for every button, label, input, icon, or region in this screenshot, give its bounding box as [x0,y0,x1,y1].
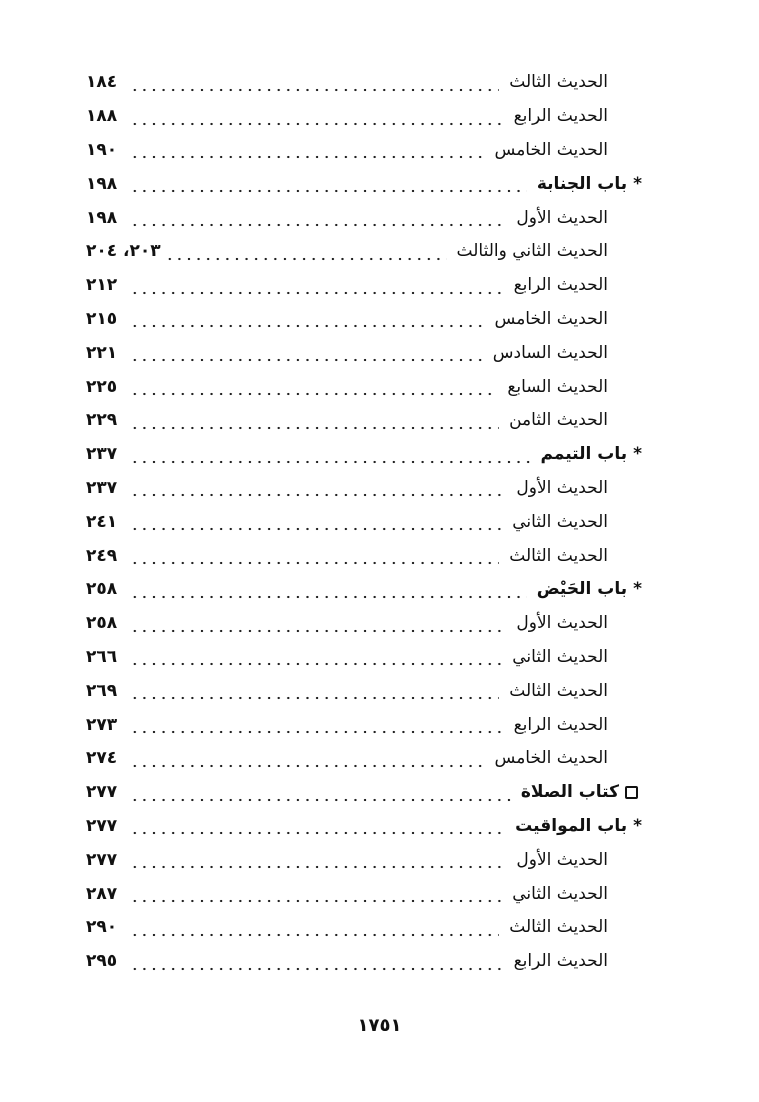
toc-entry-title-wrap [503,680,656,701]
toc-entry-page: ٢١٢ [86,275,118,296]
dot-leader [130,108,504,126]
toc-entry-title: الحديث الرابع [513,951,608,972]
toc-entry-page: ٢٧٧ [86,849,118,870]
toc-entry-title-wrap [451,243,656,260]
toc-entry-title-wrap [508,953,656,970]
toc-entry-title-wrap [531,581,656,598]
dot-leader [130,750,485,768]
toc-entry [86,303,656,337]
dot-leader [130,344,483,362]
dot-leader [130,784,511,802]
dot-leader [130,817,505,835]
toc-entry-page: ٢٧٤ [86,748,118,769]
toc-entry-title-wrap [510,207,656,228]
toc-entry-title-wrap [508,714,656,735]
dot-leader [130,141,485,159]
toc-entry [86,134,656,168]
asterisk-marker: * [633,444,642,465]
toc-entry-title-wrap [531,173,656,194]
toc-entry-title: كتاب الصلاة [520,782,619,803]
toc-entry-page: ٢٩٥ [86,951,118,972]
dot-leader [130,277,504,295]
toc-entry-title: الحديث الثالث [509,72,608,93]
toc-entry-page: ٢٤١ [86,511,118,532]
toc-entry-page: ٢٢٩ [86,410,118,431]
asterisk-marker: * [633,815,642,836]
toc-entry-page: ٢٧٣ [86,714,118,735]
toc-entry [86,370,656,404]
toc-entry-title-wrap [503,74,656,91]
toc-entry-title-wrap [510,615,656,632]
dot-leader [130,378,497,396]
toc-entry-title: الحديث الثامن [509,410,608,431]
toc-entry-title-wrap [508,108,656,125]
toc-entry-title-wrap [503,412,656,429]
toc-entry-title-wrap [510,849,656,870]
toc-entry [86,911,656,945]
dot-leader [130,412,499,430]
toc-entry [86,66,656,100]
toc-entry [86,472,656,506]
dot-leader [130,919,499,937]
toc-entry-title: الحديث السابع [507,376,608,397]
toc-entry-title: الحديث الثالث [509,917,608,938]
toc-entry [86,404,656,438]
toc-entry [86,201,656,235]
toc-entry-page: ٢٣٧ [86,477,118,498]
toc-entry-page: ٢٢١ [86,342,118,363]
toc-entry-page: ٢١٥ [86,308,118,329]
toc-entry-title: الحديث الأول [516,477,608,498]
dot-leader [130,547,499,565]
dot-leader [130,74,499,92]
toc-section-entry [86,573,656,607]
dot-leader [130,648,502,666]
toc-entry [86,539,656,573]
dot-leader [130,513,502,531]
toc-entry [86,742,656,776]
dot-leader [130,310,485,328]
toc-book-entry [86,776,656,810]
asterisk-marker: * [633,579,642,600]
toc-entry-title: الحديث الثاني [512,883,608,904]
dot-leader [165,243,447,261]
toc-entry-page: ٢٥٨ [86,579,118,600]
toc-entry [86,336,656,370]
dot-leader [130,851,506,869]
dot-leader [130,953,504,971]
toc-entry-page: ١٨٨ [86,106,118,127]
toc-entry-title: باب الحَيْض [536,579,628,600]
square-marker-icon [625,786,638,799]
toc-entry-title-wrap [506,511,656,532]
toc-entry [86,708,656,742]
toc-entry-title-wrap [506,646,656,667]
toc-entry [86,607,656,641]
toc-entry-title: الحديث الثالث [509,545,608,566]
toc-entry [86,505,656,539]
toc-entry-page: ٢٧٧ [86,782,118,803]
toc-section-entry [86,810,656,844]
toc-entry-title: الحديث الأول [516,207,608,228]
toc-entry-page: ١٩٠ [86,139,118,160]
toc-entry-page: ١٩٨ [86,173,118,194]
toc-entry-title-wrap [501,376,656,397]
toc-section-entry [86,167,656,201]
dot-leader [130,209,506,227]
toc-entry-title: الحديث الأول [516,849,608,870]
toc-entry-title: الحديث الأول [516,613,608,634]
toc-entry-title: الحديث الخامس [494,308,608,329]
asterisk-marker: * [633,173,642,194]
toc-entry-page: ٢٩٠ [86,917,118,938]
toc-entry-title: باب الجنابة [536,173,628,194]
toc-entry-title-wrap [508,277,656,294]
toc-entry [86,945,656,979]
dot-leader [130,716,504,734]
dot-leader [130,682,499,700]
toc-entry-title: الحديث الرابع [513,106,608,127]
toc-entry-title: الحديث السادس [492,342,608,363]
toc-entry-title-wrap [489,750,656,767]
toc-entry-title-wrap [489,308,656,329]
dot-leader [130,175,527,193]
toc-entry-title-wrap [515,784,656,801]
toc-entry-page: ٢٦٦ [86,646,118,667]
toc-entry-page: ١٨٤ [86,72,118,93]
toc-entry-title: الحديث الخامس [494,748,608,769]
toc-entry-page: ٢٨٧ [86,883,118,904]
toc-entry-title: الحديث الثاني [512,511,608,532]
toc-entry-page: ٢٥٨ [86,613,118,634]
toc-entry [86,843,656,877]
toc-section-entry [86,438,656,472]
toc-entry [86,641,656,675]
toc-entry-title-wrap [503,545,656,566]
toc-entry-title: باب التيمم [540,444,628,465]
toc-entry-title: الحديث الخامس [494,139,608,160]
toc-entry-page: ٢٠٣، ٢٠٤ [86,241,161,262]
toc-entry [86,100,656,134]
toc-entry-page: ٢٧٧ [86,815,118,836]
toc-entry [86,877,656,911]
toc-entry-title: الحديث الثاني [512,646,608,667]
toc-entry-title: الحديث الرابع [513,275,608,296]
dot-leader [130,446,531,464]
toc-entry-page: ٢٤٩ [86,545,118,566]
dot-leader [130,885,502,903]
dot-leader [130,615,506,633]
toc-entry [86,269,656,303]
toc-entry-title: الحديث الرابع [513,714,608,735]
page-number: ١٧٥١ [357,1015,402,1036]
toc-entry-page: ٢٢٥ [86,376,118,397]
toc-entry [86,235,656,269]
toc-entry-page: ٢٣٧ [86,444,118,465]
toc-entry [86,674,656,708]
dot-leader [130,581,527,599]
toc-entry-title: الحديث الثاني والثالث [456,241,608,262]
toc-entry-title-wrap [506,883,656,904]
toc-entry-page: ٢٦٩ [86,680,118,701]
toc-entry-title: باب المواقيت [515,815,628,836]
toc-entry-title-wrap [510,477,656,498]
toc-entry-page: ١٩٨ [86,207,118,228]
toc-entry-title-wrap [535,446,656,463]
toc-entry-title-wrap [489,139,656,160]
dot-leader [130,479,506,497]
toc-entry-title-wrap [503,919,656,936]
toc-entry-title-wrap [487,342,656,363]
table-of-contents [86,66,656,979]
toc-entry-title-wrap [509,815,656,836]
toc-entry-title: الحديث الثالث [509,680,608,701]
